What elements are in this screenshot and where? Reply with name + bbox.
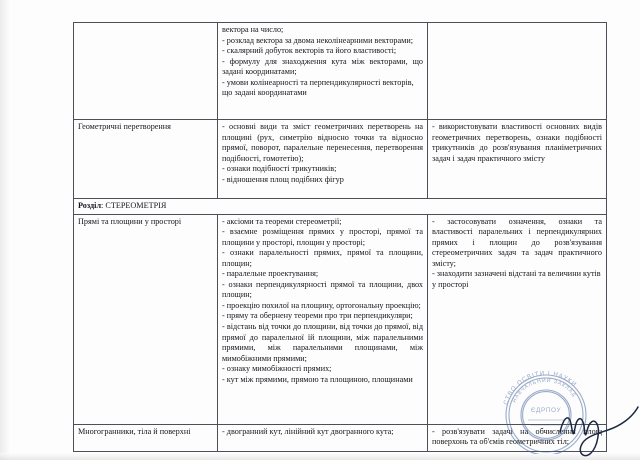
content-line: - ознаку мимобіжності прямих; (222, 364, 332, 374)
content-line: - формулу для знаходження кута між векторами, що задані координатами; (222, 56, 423, 77)
table-row (74, 120, 607, 199)
skills-cell (428, 23, 607, 120)
skills-line: - використовувати властивості основних видів геометричних перетворень, ознаки подібності трикутників до розв'язування планіметричних задач і задач практичного змісту (432, 122, 602, 163)
content-line: - скалярний добуток векторів та його властивості; (222, 46, 397, 56)
content-line: - умови колінеарності та перпендикулярності векторів, що задані координатами (222, 77, 414, 98)
skills-line: - знаходити зазначені відстані та величини кутів у просторі (432, 269, 601, 289)
content-line: - взаємне розміщення прямих у просторі, прямої та площини у просторі, площин у просторі; (222, 227, 423, 247)
topic-cell: Многогранники, тіла й поверхні (74, 424, 218, 451)
topic-cell: Прямі та площини у просторі (74, 214, 218, 424)
scan-edge-left (0, 0, 10, 460)
curriculum-table (73, 22, 607, 452)
content-line: - відношення площ подібних фігур (222, 174, 344, 184)
content-cell (218, 424, 428, 451)
content-cell (218, 120, 428, 199)
svg-text:СТВО ОСВІТИ І НАУКИ: СТВО ОСВІТИ І НАУКИ (502, 369, 579, 406)
content-line: - основні види та зміст геометричних перетворень на площині (рух, симетрію відносно точки та відносно прямої, поворот, паралельне перенесення, перетворення подібності, гомотетію); (222, 122, 423, 163)
scan-edge-bottom (0, 453, 640, 460)
skills-line: - застосовувати означення, ознаки та властивості паралельних і перпендикулярних прямих і площин до розв'язування стереометричних задач та задач практичного змісту; (432, 216, 602, 268)
content-line: - ознаки подібності трикутників; (222, 164, 337, 174)
content-line: - відстань від точки до площини, від точки до прямої, від прямої до паралельної їй площини, між паралельними прямими, між паралельними площинами, між мимобіжними прямими; (222, 322, 423, 363)
content-line: - проекцію похилої на площину, ортогональну проекцію; (222, 300, 421, 310)
topic-cell (74, 23, 218, 120)
content-line: - пряму та обернену теореми про три перпендикуляри; (222, 311, 413, 321)
section-row (74, 199, 607, 215)
section-prefix: Розділ (78, 201, 102, 210)
content-line: - ознаки паралельності прямих, прямої та площини, площин; (222, 248, 423, 268)
content-cell (218, 23, 428, 120)
svg-text:ЄДРПОУ: ЄДРПОУ (530, 407, 562, 414)
table-row (74, 214, 607, 424)
content-line: вектора на число; (222, 25, 284, 34)
table-row (74, 424, 607, 451)
table-row (74, 23, 607, 120)
svg-text:НАВЧАЛЬНИЙ ЗАКЛАД: НАВЧАЛЬНИЙ ЗАКЛАД (511, 377, 578, 404)
content-line: - аксіоми та теореми стереометрії; (222, 216, 342, 226)
skills-line: - розв'язувати задачі на обчислення площ поверхонь та об'ємів геометричних тіл; (432, 426, 602, 447)
section-title: СТЕРЕОМЕТРІЯ (105, 201, 167, 210)
section-header (74, 199, 607, 215)
content-line: - розклад вектора за двома неколінеарними векторами; (222, 35, 413, 45)
content-line: - паралельне проектування; (222, 269, 319, 279)
skills-cell (428, 120, 607, 199)
content-line: - кут між прямими, прямою та площиною, площинами (222, 374, 413, 384)
content-line: - двогранний кут, лінійний кут двогранного кута; (222, 426, 394, 436)
content-cell (218, 214, 428, 424)
content-line: - ознаки перпендикулярності прямої та площини, двох площин; (222, 279, 423, 300)
skills-cell (428, 214, 607, 424)
skills-cell (428, 424, 607, 451)
topic-cell: Геометричні перетворення (74, 120, 218, 199)
section-separator: : (101, 201, 106, 210)
